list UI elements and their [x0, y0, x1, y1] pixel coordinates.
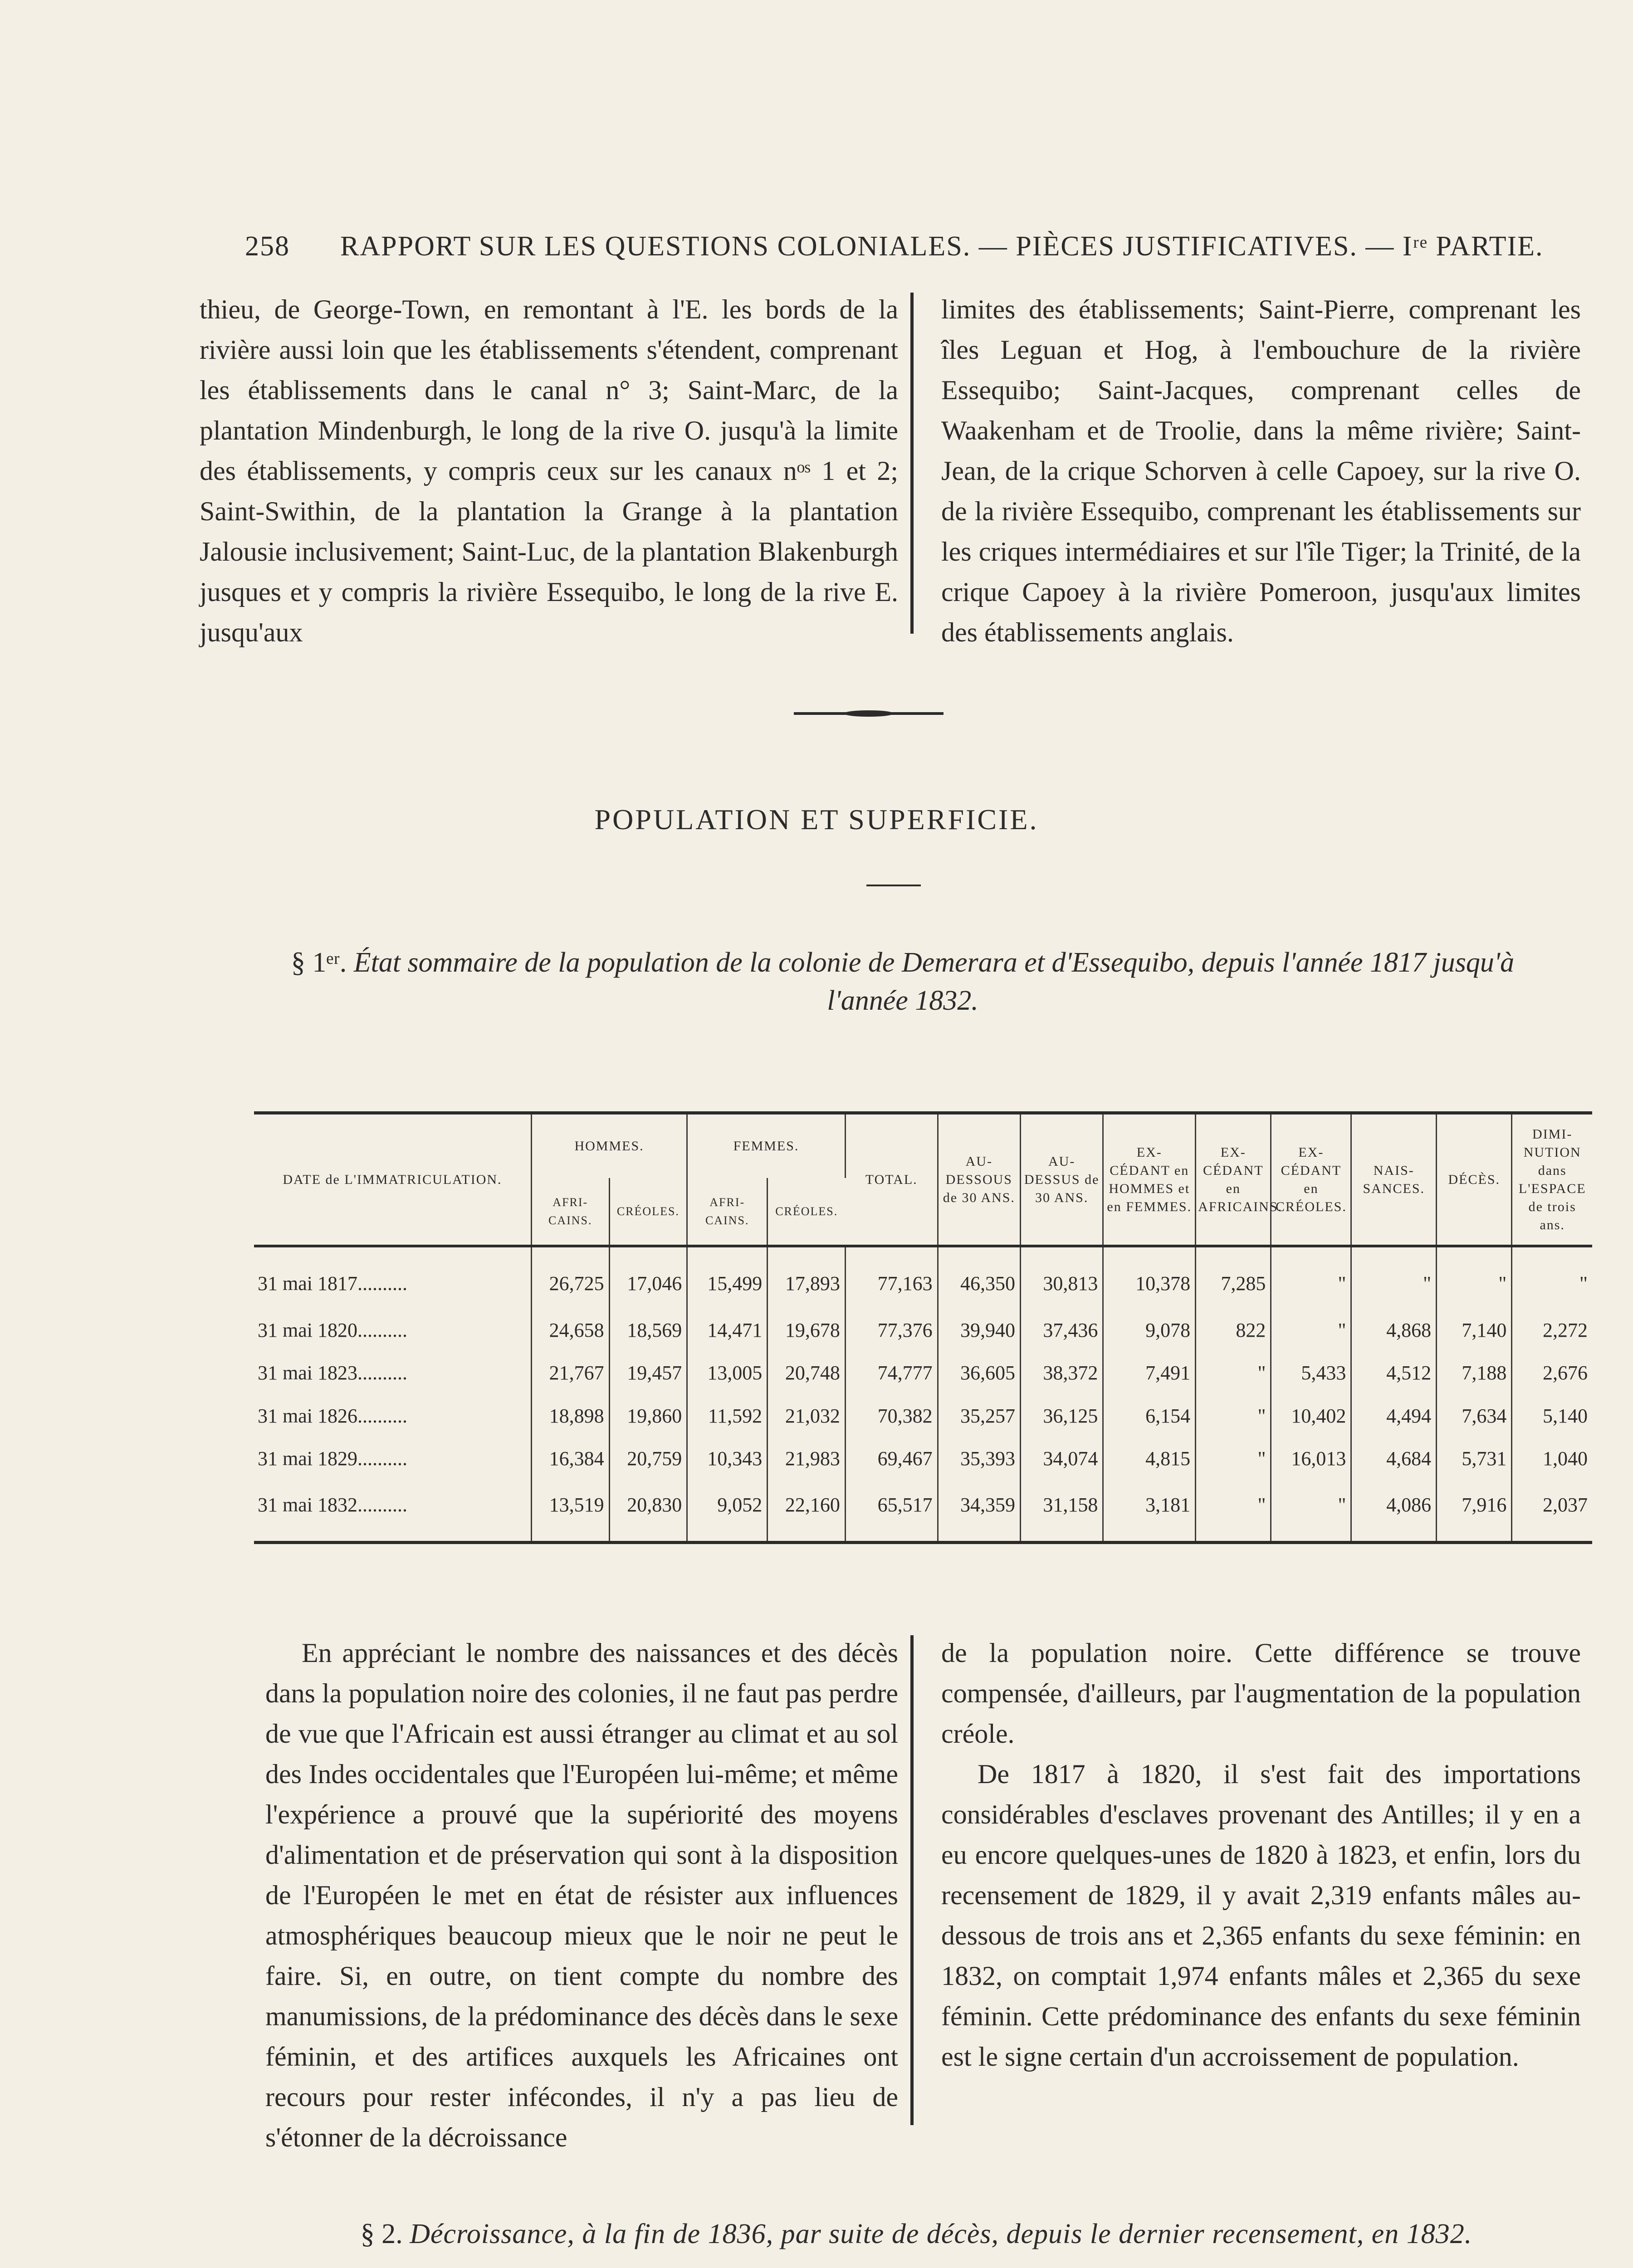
- table-cell: ": [1437, 1246, 1512, 1309]
- table-cell: 7,916: [1437, 1480, 1512, 1541]
- top-left-column: [200, 289, 898, 653]
- table-cell: 46,350: [938, 1246, 1020, 1309]
- table-cell: 19,678: [768, 1309, 846, 1352]
- section-2-heading: [290, 2218, 1542, 2250]
- top-left-paragraph: thieu, de George-Town, en remontant à l'E. les bords de la rivière aussi loin que les établissements s'étendent, comprenant les établissements dans le canal n° 3; Saint-Marc, de la plantation Mindenburgh, le long de la rive O. jusqu'à la limite des établissements, y compris ceux sur les canaux nᵒˢ 1 et 2; Saint-Swithin, de la plantation la Grange à la plantation Jalousie inclusivement; Saint-Luc, de la plantation Blakenburgh jusques et y compris la rivière Essequibo, le long de la rive E. jusqu'aux: [200, 294, 898, 647]
- table-cell: 17,893: [768, 1246, 846, 1309]
- table-row: [254, 1309, 1592, 1352]
- table-cell: 36,125: [1020, 1394, 1103, 1437]
- table-cell: 35,393: [938, 1437, 1020, 1480]
- table-cell: 24,658: [531, 1309, 609, 1352]
- table-cell: ": [1271, 1480, 1351, 1541]
- table-cell: 13,519: [531, 1480, 609, 1541]
- column-divider-2: [910, 1635, 914, 2125]
- table-cell: 20,759: [609, 1437, 687, 1480]
- section-2-text: Décroissance, à la fin de 1836, par suite de décès, depuis le dernier recensement, en 1832.: [410, 2219, 1472, 2249]
- header-excedant-creoles: EX- CÉDANT en CRÉOLES.: [1271, 1114, 1351, 1246]
- table-cell: 4,512: [1351, 1352, 1437, 1394]
- table-cell: ": [1196, 1480, 1271, 1541]
- short-rule: [866, 885, 921, 886]
- ornament-divider: [794, 712, 944, 715]
- header-hommes: HOMMES.: [531, 1114, 687, 1178]
- column-divider: [910, 293, 914, 634]
- table-cell: 7,285: [1196, 1246, 1271, 1309]
- section-title: POPULATION ET SUPERFICIE.: [594, 803, 1039, 836]
- table-cell: 3,181: [1103, 1480, 1196, 1541]
- header-au-dessus: AU- DESSUS de 30 ANS.: [1020, 1114, 1103, 1246]
- table-cell: 1,040: [1543, 1447, 1588, 1470]
- table-cell: 6,154: [1103, 1394, 1196, 1437]
- row-date: 31 mai 1832..........: [254, 1480, 531, 1541]
- table-row: [254, 1394, 1592, 1437]
- header-au-dessous: AU- DESSOUS de 30 ANS.: [938, 1114, 1020, 1246]
- table-cell: ": [1579, 1272, 1588, 1295]
- table-cell: ": [1351, 1246, 1437, 1309]
- table-cell: 5,731: [1437, 1437, 1512, 1480]
- population-table: [254, 1111, 1592, 1544]
- table-cell: 18,569: [609, 1309, 687, 1352]
- caption-number: § 1ᵉʳ.: [291, 947, 347, 978]
- header-femmes: FEMMES.: [687, 1114, 846, 1178]
- table-cell: 30,813: [1020, 1246, 1103, 1309]
- table-cell: 4,086: [1351, 1480, 1437, 1541]
- section-2-number: § 2.: [360, 2219, 403, 2249]
- table-cell: 10,378: [1103, 1246, 1196, 1309]
- header-title: RAPPORT SUR LES QUESTIONS COLONIALES. — PIÈCES JUSTIFICATIVES. — Iʳᵉ PARTIE.: [340, 231, 1544, 262]
- table-cell: 20,748: [768, 1352, 846, 1394]
- table-cell: 21,767: [531, 1352, 609, 1394]
- table-cell: 19,860: [609, 1394, 687, 1437]
- table-cell: 37,436: [1020, 1309, 1103, 1352]
- row-date: 31 mai 1817..........: [254, 1246, 531, 1309]
- table-cell: 35,257: [938, 1394, 1020, 1437]
- table-cell: 34,359: [938, 1480, 1020, 1541]
- row-date: 31 mai 1826..........: [254, 1394, 531, 1437]
- table-cell: 13,005: [687, 1352, 768, 1394]
- table-cell: ": [1196, 1352, 1271, 1394]
- table-cell: 39,940: [938, 1309, 1020, 1352]
- page-number: 258: [245, 231, 290, 262]
- table-cell: 16,013: [1271, 1437, 1351, 1480]
- table-cell: 65,517: [845, 1480, 938, 1541]
- table-cell: 77,376: [845, 1309, 938, 1352]
- mid-left-column: [265, 1633, 898, 2158]
- table-cell: ": [1196, 1394, 1271, 1437]
- top-right-paragraph: limites des établissements; Saint-Pierre, comprenant les îles Leguan et Hog, à l'embouchure de la rivière Essequibo; Saint-Jacques, comprenant celles de Waakenham et de Troolie, dans la même rivière; Saint-Jean, de la crique Schorven à celle Capoey, sur la rive O. de la rivière Essequibo, comprenant les établissements sur les criques intermédiaires et sur l'île Tiger; la Trinité, de la crique Capoey à la rivière Pomeroon, jusqu'aux limites des établissements anglais.: [941, 294, 1581, 647]
- table-cell: 2,676: [1543, 1362, 1588, 1384]
- header-femmes-creoles: CRÉOLES.: [768, 1178, 846, 1246]
- mid-left-paragraph: En appréciant le nombre des naissances et des décès dans la population noire des colonies, il ne faut pas perdre de vue que l'Africain est aussi étranger au climat et au sol des Indes occidentales que l'Européen lui-même; et même l'expérience a prouvé que la supériorité des moyens d'alimentation et de préservation qui sont à la disposition de l'Européen le met en état de résister aux influences atmosphériques beaucoup mieux que le noir ne peut le faire. Si, en outre, on tient compte du nombre des manumissions, de la prédominance des décès dans le sexe féminin, et des artifices auxquels les Africaines ont recours pour rester infécondes, il n'y a pas lieu de s'étonner de la décroissance: [265, 1638, 898, 2152]
- table-cell: 26,725: [531, 1246, 609, 1309]
- table-cell: 4,494: [1351, 1394, 1437, 1437]
- table-cell: 18,898: [531, 1394, 609, 1437]
- table-cell: 22,160: [768, 1480, 846, 1541]
- table-cell: ": [1196, 1437, 1271, 1480]
- table-cell: 70,382: [845, 1394, 938, 1437]
- table-cell: 5,140: [1543, 1404, 1588, 1427]
- row-date: 31 mai 1820..........: [254, 1309, 531, 1352]
- running-header: [245, 230, 1544, 276]
- table-cell: 7,140: [1437, 1309, 1512, 1352]
- table-cell: 9,078: [1103, 1309, 1196, 1352]
- row-date: 31 mai 1829..........: [254, 1437, 531, 1480]
- header-deces: DÉCÈS.: [1437, 1114, 1512, 1246]
- header-date: DATE de L'IMMATRICULATION.: [254, 1114, 531, 1246]
- table-cell: 74,777: [845, 1352, 938, 1394]
- table-cell: 4,868: [1351, 1309, 1437, 1352]
- table-cell: 7,188: [1437, 1352, 1512, 1394]
- table-cell: 34,074: [1020, 1437, 1103, 1480]
- header-hommes-africains: AFRI- CAINS.: [531, 1178, 609, 1246]
- table-cell: 38,372: [1020, 1352, 1103, 1394]
- table-cell: 7,634: [1437, 1394, 1512, 1437]
- table-cell: 20,830: [609, 1480, 687, 1541]
- header-excedant-africains: EX- CÉDANT en AFRICAINS.: [1196, 1114, 1271, 1246]
- header-hommes-creoles: CRÉOLES.: [609, 1178, 687, 1246]
- mid-right-column: [941, 1633, 1581, 2077]
- table-row: [254, 1352, 1592, 1394]
- table-row: [254, 1246, 1592, 1309]
- table-cell: 10,402: [1271, 1394, 1351, 1437]
- table-cell: ": [1271, 1309, 1351, 1352]
- table-cell: 19,457: [609, 1352, 687, 1394]
- table-cell: 36,605: [938, 1352, 1020, 1394]
- table-cell: 21,983: [768, 1437, 846, 1480]
- table-cell: 10,343: [687, 1437, 768, 1480]
- table-cell: 15,499: [687, 1246, 768, 1309]
- mid-right-paragraph-2: De 1817 à 1820, il s'est fait des importations considérables d'esclaves provenant des Antilles; il y en a eu encore quelques-unes de 1820 à 1823, et enfin, lors du recensement de 1829, il y avait 2,319 enfants mâles au-dessous de trois ans et 2,365 enfants du sexe féminin: en 1832, on comptait 1,974 enfants mâles et 2,365 du sexe féminin. Cette prédominance des enfants du sexe féminin est le signe certain d'un accroissement de population.: [941, 1759, 1581, 2072]
- table-cell: 17,046: [609, 1246, 687, 1309]
- table-cell: 69,467: [845, 1437, 938, 1480]
- table-caption: [254, 943, 1551, 1020]
- table-cell: 16,384: [531, 1437, 609, 1480]
- caption-text: État sommaire de la population de la colonie de Demerara et d'Essequibo, depuis l'année 1817 jusqu'à l'année 1832.: [353, 947, 1515, 1016]
- mid-right-paragraph-1: de la population noire. Cette différence se trouve compensée, d'ailleurs, par l'augmentation de la population créole.: [941, 1638, 1581, 1749]
- header-excedant-hommes: EX- CÉDANT en HOMMES et en FEMMES.: [1103, 1114, 1196, 1246]
- table-body: [254, 1246, 1592, 1541]
- table-cell: 77,163: [845, 1246, 938, 1309]
- top-right-column: [941, 289, 1581, 653]
- header-femmes-africains: AFRI- CAINS.: [687, 1178, 768, 1246]
- table-cell: 14,471: [687, 1309, 768, 1352]
- header-total: TOTAL.: [845, 1114, 938, 1246]
- table-cell: 822: [1196, 1309, 1271, 1352]
- table-cell: 11,592: [687, 1394, 768, 1437]
- header-naissances: NAIS- SANCES.: [1351, 1114, 1437, 1246]
- table-cell: 5,433: [1271, 1352, 1351, 1394]
- table-cell: 31,158: [1020, 1480, 1103, 1541]
- header-diminution: DIMI- NUTION dans L'ESPACE de trois ans.: [1512, 1114, 1592, 1246]
- table-row: [254, 1437, 1592, 1480]
- table-cell: 21,032: [768, 1394, 846, 1437]
- table-cell: ": [1271, 1246, 1351, 1309]
- row-date: 31 mai 1823..........: [254, 1352, 531, 1394]
- table-cell: 7,491: [1103, 1352, 1196, 1394]
- table-row: [254, 1480, 1592, 1541]
- table-cell: 4,684: [1351, 1437, 1437, 1480]
- table-cell: 2,037: [1543, 1493, 1588, 1516]
- table-cell: 2,272: [1543, 1319, 1588, 1342]
- table-cell: 4,815: [1103, 1437, 1196, 1480]
- table-cell: 9,052: [687, 1480, 768, 1541]
